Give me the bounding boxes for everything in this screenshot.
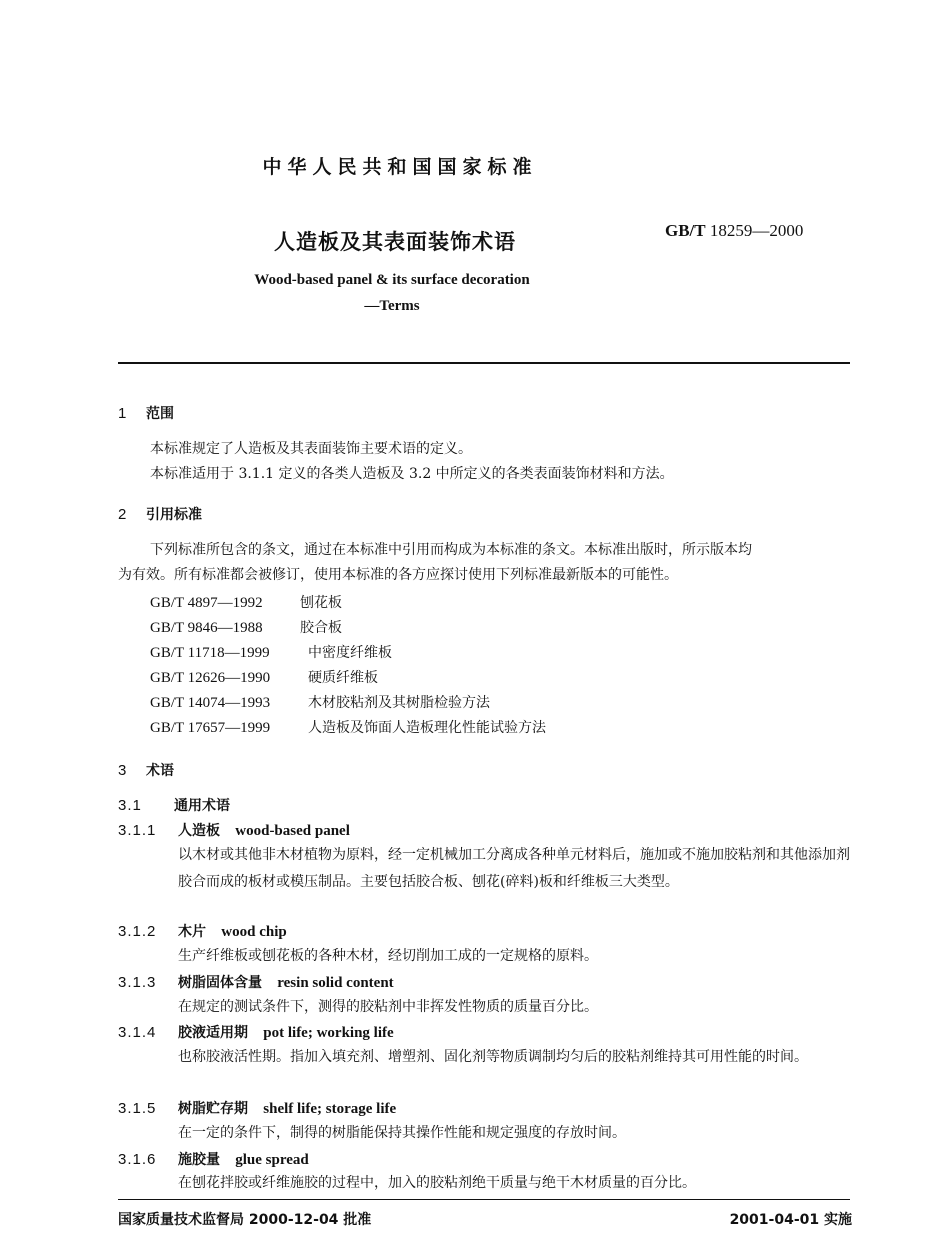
reference-item [150, 667, 378, 687]
term-heading [118, 820, 350, 840]
section-number: 1 [118, 405, 127, 422]
term-chinese: 树脂贮存期 [178, 1101, 248, 1117]
term-definition: 以木材或其他非木材植物为原料，经一定机械加工分离成各种单元材料后，施加或不施加胶粘剂和其他添加剂胶合而成的板材或模压制品。主要包括胶合板、刨花(碎料)板和纤维板三大类型。 [178, 847, 850, 890]
references-intro-line1: 下列标准所包含的条文，通过在本标准中引用而构成为本标准的条文。本标准出版时，所示版本均 [150, 542, 752, 558]
term-heading [118, 972, 394, 992]
reference-item [150, 642, 392, 662]
term-number: 3.1.3 [118, 974, 157, 991]
reference-code: GB/T 4897—1992 [150, 595, 263, 611]
term-english: pot life; working life [263, 1025, 394, 1041]
approval-date: 国家质量技术监督局 2000-12-04 批准 [118, 1212, 372, 1228]
section-1-heading [118, 403, 174, 423]
reference-code: GB/T 17657—1999 [150, 720, 271, 736]
term-definition: 在一定的条件下，制得的树脂能保持其操作性能和规定强度的存放时间。 [178, 1125, 626, 1141]
section-title: 引用标准 [146, 507, 202, 523]
section-number: 2 [118, 506, 127, 523]
reference-code: GB/T 12626—1990 [150, 670, 271, 686]
reference-code: GB/T 14074—1993 [150, 695, 271, 711]
term-number: 3.1.6 [118, 1151, 157, 1168]
term-number: 3.1.5 [118, 1100, 157, 1117]
scope-paragraph-1: 本标准规定了人造板及其表面装饰主要术语的定义。 [150, 441, 472, 457]
term-number: 3.1.1 [118, 822, 157, 839]
reference-item [150, 617, 342, 637]
term-heading [118, 921, 287, 941]
term-number: 3.1.4 [118, 1024, 157, 1041]
term-english: resin solid content [277, 975, 394, 991]
page-title: 人造板及其表面装饰术语 [274, 230, 516, 254]
implementation-date: 2001-04-01 实施 [729, 1212, 852, 1228]
term-english: wood chip [221, 924, 287, 940]
section-title: 术语 [146, 763, 174, 779]
subsection-title: 通用术语 [174, 798, 230, 814]
term-english: shelf life; storage life [263, 1101, 397, 1117]
references-intro-line2: 为有效。所有标准都会被修订，使用本标准的各方应探讨使用下列标准最新版本的可能性。 [118, 567, 678, 583]
term-chinese: 人造板 [178, 823, 220, 839]
term-definition: 生产纤维板或刨花板的各种木材，经切削加工成的一定规格的原料。 [178, 948, 598, 964]
standard-code: 18259—2000 [709, 221, 804, 240]
bottom-divider [118, 1199, 850, 1200]
term-heading [118, 1149, 309, 1169]
reference-name: 硬质纤维板 [308, 670, 378, 686]
reference-name: 刨花板 [300, 595, 342, 611]
reference-item [150, 592, 342, 612]
standard-prefix: GB/T [665, 221, 706, 240]
term-definition: 在规定的测试条件下，测得的胶粘剂中非挥发性物质的质量百分比。 [178, 999, 598, 1015]
section-2-heading [118, 504, 202, 524]
reference-name: 人造板及饰面人造板理化性能试验方法 [308, 720, 546, 736]
term-english: wood-based panel [235, 823, 350, 839]
section-3-heading [118, 760, 174, 780]
term-chinese: 木片 [178, 924, 206, 940]
national-standard-heading: 中华人民共和国国家标准 [262, 156, 538, 178]
top-divider [118, 362, 850, 364]
term-chinese: 施胶量 [178, 1152, 220, 1168]
english-title-line2: —Terms [364, 298, 420, 314]
term-heading [118, 1022, 394, 1042]
section-title: 范围 [146, 406, 174, 422]
reference-name: 木材胶粘剂及其树脂检验方法 [308, 695, 490, 711]
standard-number [665, 221, 803, 241]
english-title-line1: Wood-based panel & its surface decoration [254, 272, 530, 288]
term-number: 3.1.2 [118, 923, 157, 940]
section-number: 3 [118, 762, 127, 779]
scope-paragraph-2: 本标准适用于 3.1.1 定义的各类人造板及 3.2 中所定义的各类表面装饰材料和方法。 [150, 466, 674, 482]
reference-item [150, 717, 546, 737]
term-definition: 也称胶液活性期。指加入填充剂、增塑剂、固化剂等物质调制均匀后的胶粘剂维持其可用性能的时间。 [178, 1049, 808, 1065]
term-definition: 在刨花拌胶或纤维施胶的过程中，加入的胶粘剂绝干质量与绝干木材质量的百分比。 [178, 1175, 696, 1191]
reference-code: GB/T 9846—1988 [150, 620, 263, 636]
reference-name: 胶合板 [300, 620, 342, 636]
reference-item [150, 692, 490, 712]
subsection-3-1-heading [118, 795, 230, 815]
reference-name: 中密度纤维板 [308, 645, 392, 661]
term-chinese: 胶液适用期 [178, 1025, 248, 1041]
term-chinese: 树脂固体含量 [178, 975, 262, 991]
reference-code: GB/T 11718—1999 [150, 645, 270, 661]
subsection-number: 3.1 [118, 797, 142, 814]
term-english: glue spread [235, 1152, 309, 1168]
term-heading [118, 1098, 396, 1118]
